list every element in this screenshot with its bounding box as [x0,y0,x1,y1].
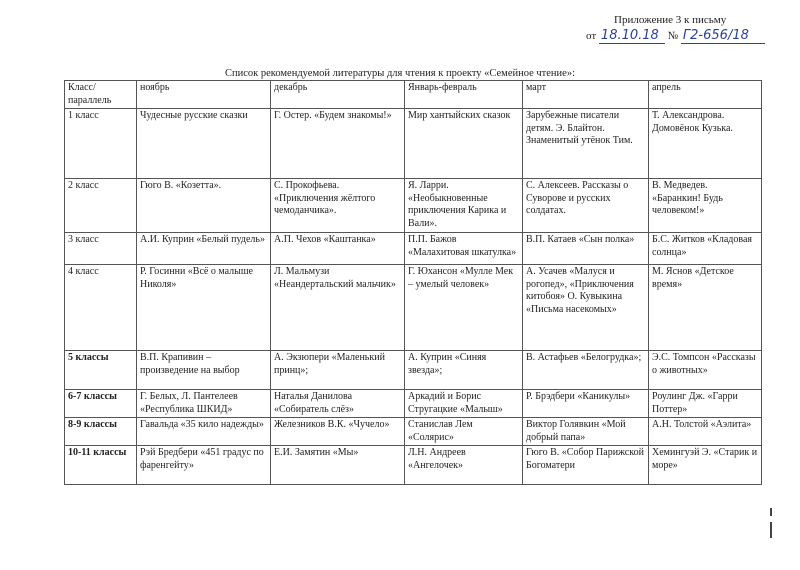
book-cell: Станислав Лем «Солярис» [405,418,523,446]
book-cell: Л. Мальмузи «Неандертальский мальчик» [271,265,405,351]
book-cell: Аркадий и Борис Стругацкие «Малыш» [405,390,523,418]
book-cell: Гюго В. «Собор Парижской Богоматери [523,446,649,485]
book-cell: А. Усачев «Малуся и рогопед», «Приключения китобоя» О. Кувыкина «Письма насекомых» [523,265,649,351]
document-title: Список рекомендуемой литературы для чтения к проекту «Семейное чтение»: [225,68,575,79]
grade-cell: 8-9 классы [65,418,137,446]
grade-cell: 10-11 классы [65,446,137,485]
book-cell: Я. Ларри. «Необыкновенные приключения Карика и Вали». [405,179,523,233]
column-header: ноябрь [137,81,271,109]
book-cell: Е.И. Замятин «Мы» [271,446,405,485]
book-cell: С. Прокофьева. «Приключения жёлтого чемоданчика». [271,179,405,233]
book-cell: Чудесные русские сказки [137,109,271,179]
book-cell: Хемингуэй Э. «Старик и море» [649,446,762,485]
table-row [65,265,762,351]
table-row [65,446,762,485]
grade-cell: 1 класс [65,109,137,179]
table-row [65,179,762,233]
book-cell: П.П. Бажов «Малахитовая шкатулка» [405,233,523,265]
column-header: Январь-февраль [405,81,523,109]
book-cell: В. Медведев. «Баранкин! Будь человеком!» [649,179,762,233]
book-cell: А. Экзюпери «Маленький принц»; [271,351,405,390]
grade-cell: 6-7 классы [65,390,137,418]
book-cell: Р. Госинни «Всё о малыше Николя» [137,265,271,351]
scan-mark [770,508,772,516]
book-cell: Э.С. Томпсон «Рассказы о животных» [649,351,762,390]
book-cell: А.И. Куприн «Белый пудель» [137,233,271,265]
book-cell: Железников В.К. «Чучело» [271,418,405,446]
grade-cell: 4 класс [65,265,137,351]
column-header: декабрь [271,81,405,109]
book-cell: Зарубежные писатели детям. Э. Блайтон. Знаменитый утёнок Тим. [523,109,649,179]
book-cell: Г. Белых, Л. Пантелеев «Республика ШКИД» [137,390,271,418]
grade-cell: 3 класс [65,233,137,265]
table-row [65,390,762,418]
grade-cell: 5 классы [65,351,137,390]
book-cell: М. Яснов «Детское время» [649,265,762,351]
book-cell: Мир хантыйских сказок [405,109,523,179]
book-cell: А.П. Чехов «Каштанка» [271,233,405,265]
book-cell: Г. Остер. «Будем знакомы!» [271,109,405,179]
book-cell: Г. Юхансон «Мулле Мек – умелый человек» [405,265,523,351]
table-row [65,351,762,390]
grade-cell: 2 класс [65,179,137,233]
book-cell: Гавальда «35 кило надежды» [137,418,271,446]
table-row [65,109,762,179]
literature-table [64,80,762,485]
column-header: Класс/ параллель [65,81,137,109]
book-cell: Гюго В. «Козетта». [137,179,271,233]
book-cell: С. Алексеев. Рассказы о Суворове и русских солдатах. [523,179,649,233]
book-cell: Рэй Бредбери «451 градус по фаренгейту» [137,446,271,485]
number-label: № [667,30,679,42]
column-header: апрель [649,81,762,109]
book-cell: В.П. Крапивин – произведение на выбор [137,351,271,390]
table-header-row [65,81,762,109]
letter-reference [586,28,765,44]
book-cell: Т. Александрова. Домовёнок Кузька. [649,109,762,179]
book-cell: В. Астафьев «Белогрудка»; [523,351,649,390]
book-cell: Л.Н. Андреев «Ангелочек» [405,446,523,485]
table-row [65,233,762,265]
handwritten-number: Г2-656/18 [681,28,765,44]
book-cell: Роулинг Дж. «Гарри Поттер» [649,390,762,418]
book-cell: Б.С. Житков «Кладовая солнца» [649,233,762,265]
book-cell: В.П. Катаев «Сын полка» [523,233,649,265]
book-cell: А.Н. Толстой «Аэлита» [649,418,762,446]
column-header: март [523,81,649,109]
book-cell: Виктор Голявкин «Мой добрый папа» [523,418,649,446]
handwritten-date: 18.10.18 [599,28,665,44]
book-cell: Наталья Данилова «Собиратель слёз» [271,390,405,418]
appendix-label: Приложение 3 к письму [614,14,727,26]
from-label: от [586,30,597,42]
table-row [65,418,762,446]
book-cell: Р. Брэдбери «Каникулы» [523,390,649,418]
book-cell: А. Куприн «Синяя звезда»; [405,351,523,390]
scan-mark [770,522,772,538]
